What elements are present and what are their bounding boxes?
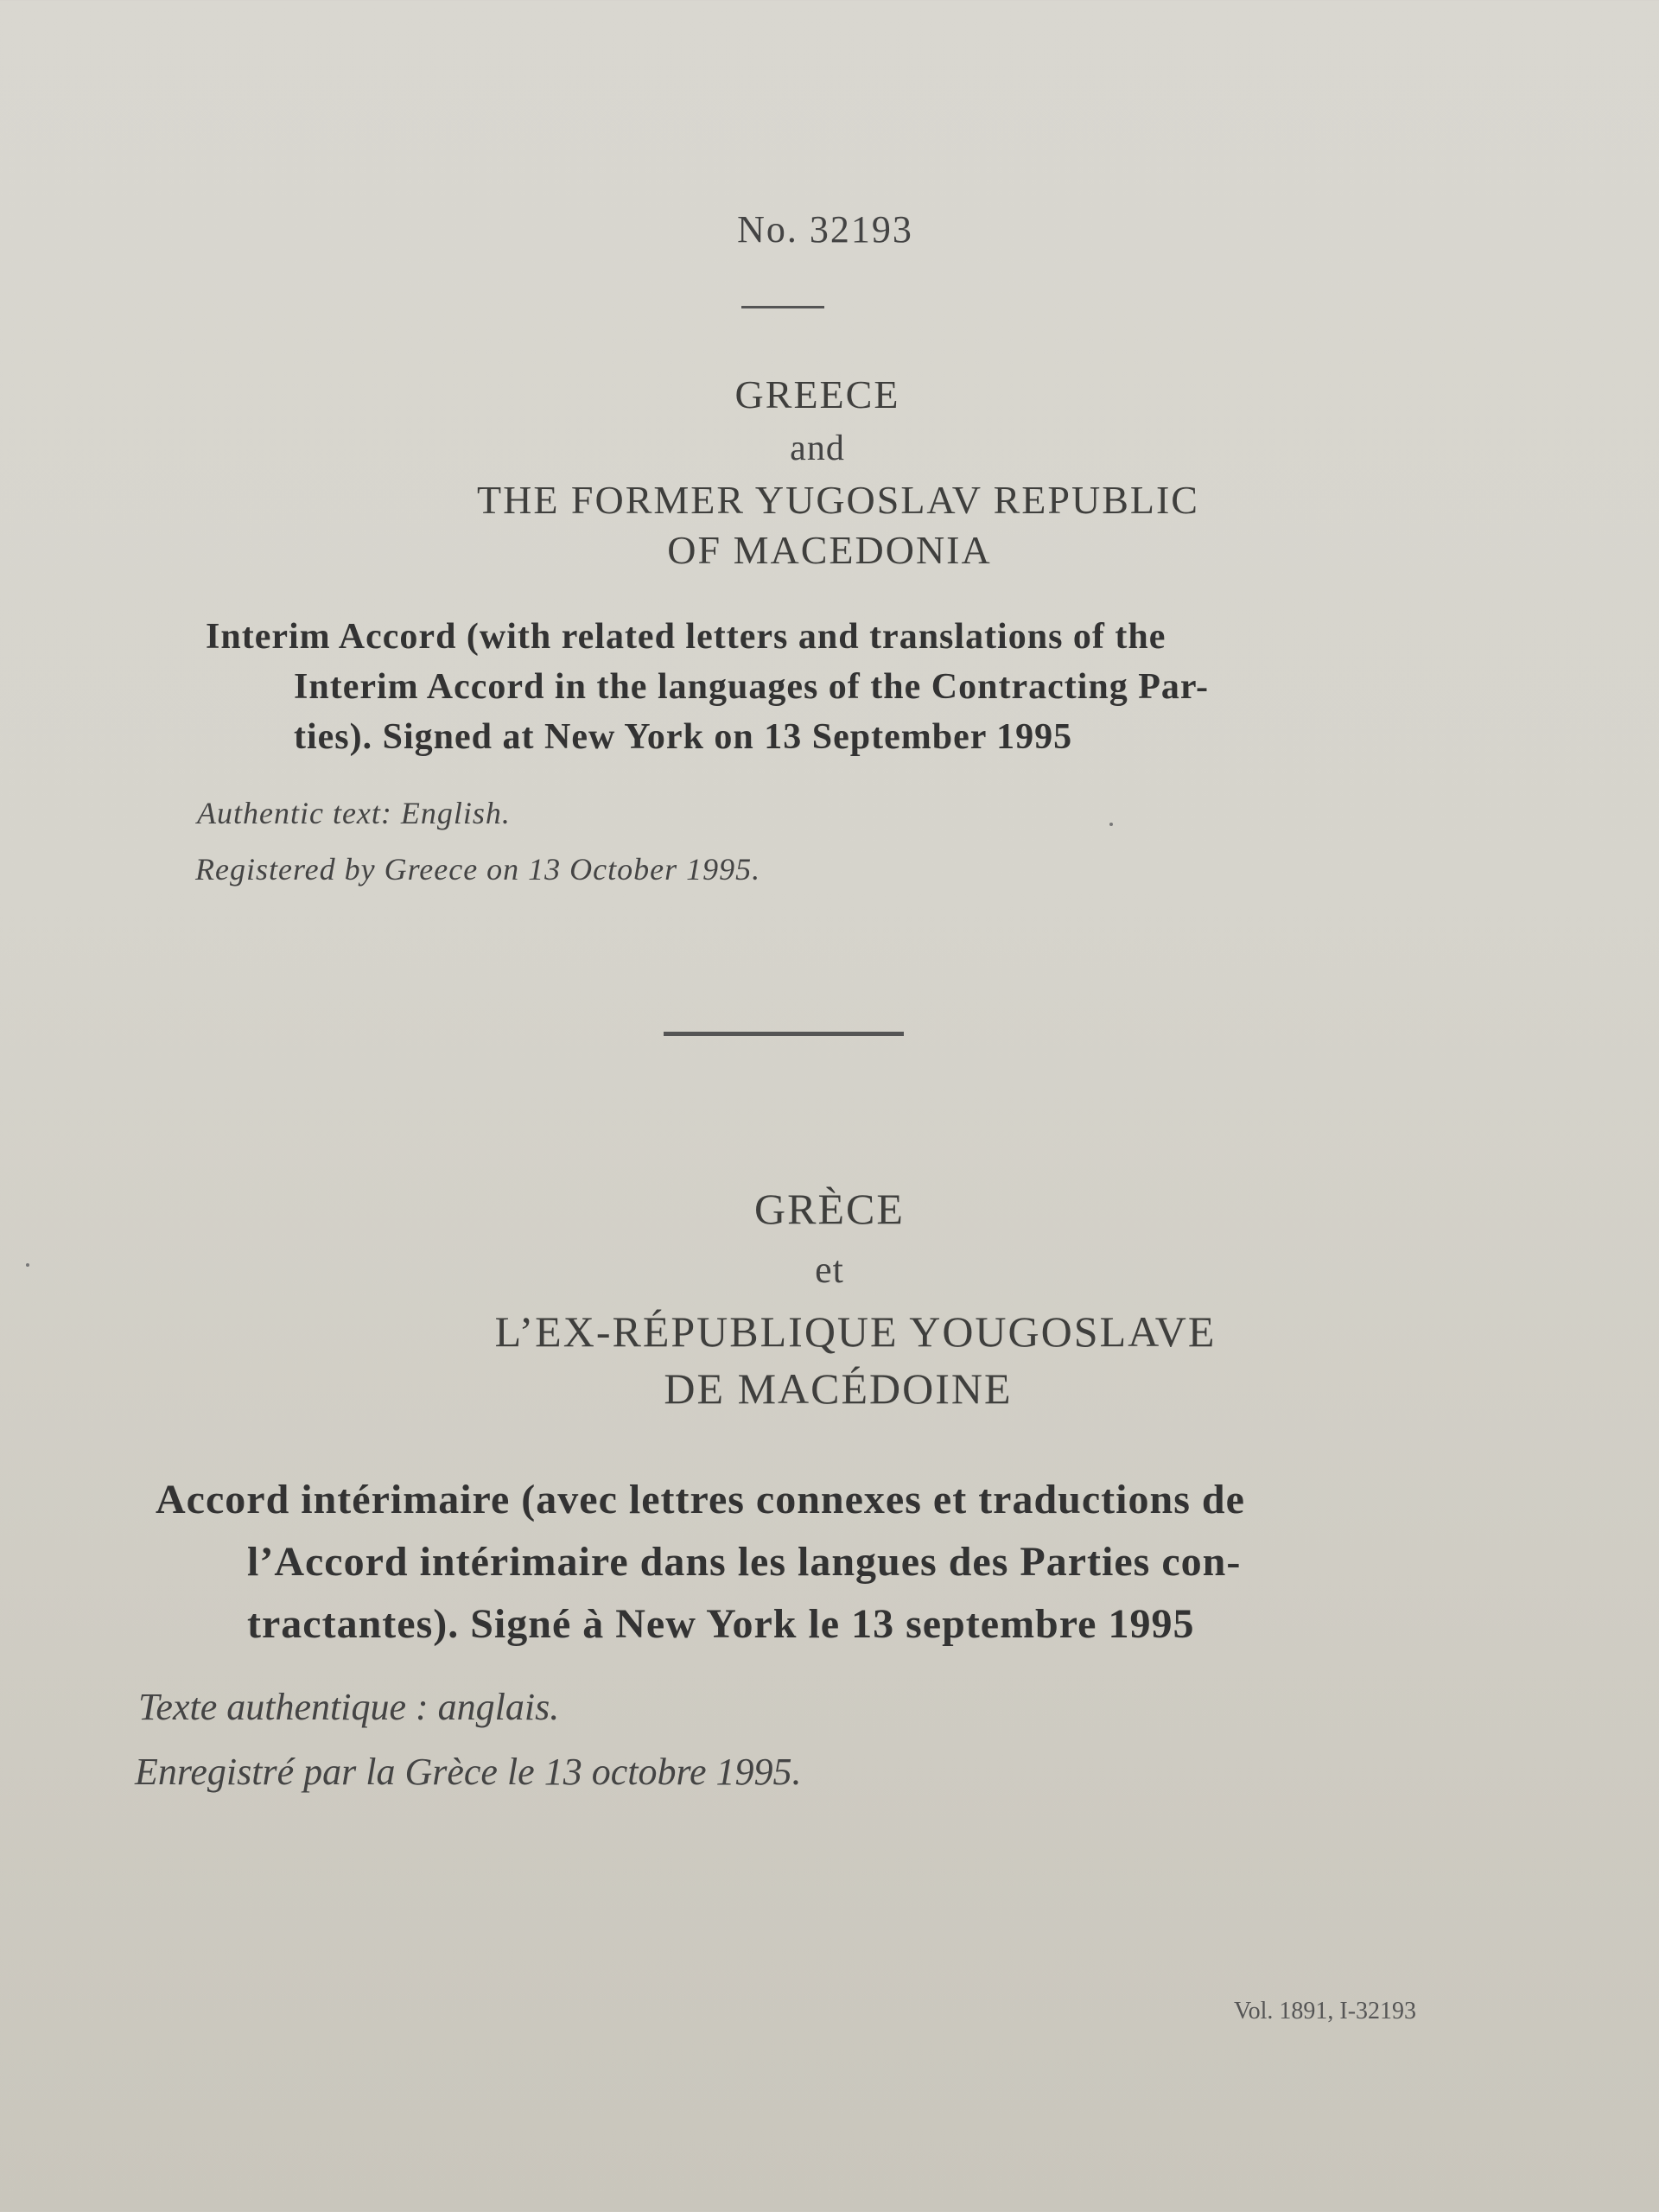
en-party-fyrom-line2: OF MACEDONIA [667,528,992,572]
en-treaty-title [206,612,1381,762]
en-title-line: ties). Signed at New York on 13 September 1995 [294,717,1073,757]
short-divider [741,306,824,308]
en-registration: Registered by Greece on 13 October 1995. [195,852,761,887]
document-number: No. 32193 [737,208,913,251]
paper-speck [26,1263,29,1267]
fr-treaty-title [156,1469,1434,1656]
volume-footer: Vol. 1891, I-32193 [1234,1998,1417,2024]
en-authentic-text: Authentic text: English. [197,796,511,830]
paper-speck [1109,823,1113,826]
en-title-line: Interim Accord (with related letters and translations of the [206,617,1166,657]
en-party-greece: GREECE [734,372,900,416]
fr-party-ex-republique-line2: DE MACÉDOINE [664,1364,1013,1413]
long-divider [664,1032,904,1036]
fr-party-grece: GRÈCE [754,1185,905,1233]
fr-authentic-text: Texte authentique : anglais. [138,1686,560,1728]
en-title-line: Interim Accord in the languages of the Contracting Par- [294,667,1209,707]
en-party-fyrom-line1: THE FORMER YUGOSLAV REPUBLIC [477,478,1199,522]
fr-registration: Enregistré par la Grèce le 13 octobre 1995. [135,1751,802,1793]
fr-title-line: tractantes). Signé à New York le 13 septembre 1995 [247,1601,1195,1647]
fr-conjunction: et [815,1249,844,1291]
fr-title-line: l’Accord intérimaire dans les langues des Parties con- [247,1539,1242,1585]
fr-title-line: Accord intérimaire (avec lettres connexes et traductions de [156,1477,1245,1522]
en-conjunction: and [790,429,845,468]
fr-party-ex-republique-line1: L’EX-RÉPUBLIQUE YOUGOSLAVE [494,1307,1217,1356]
